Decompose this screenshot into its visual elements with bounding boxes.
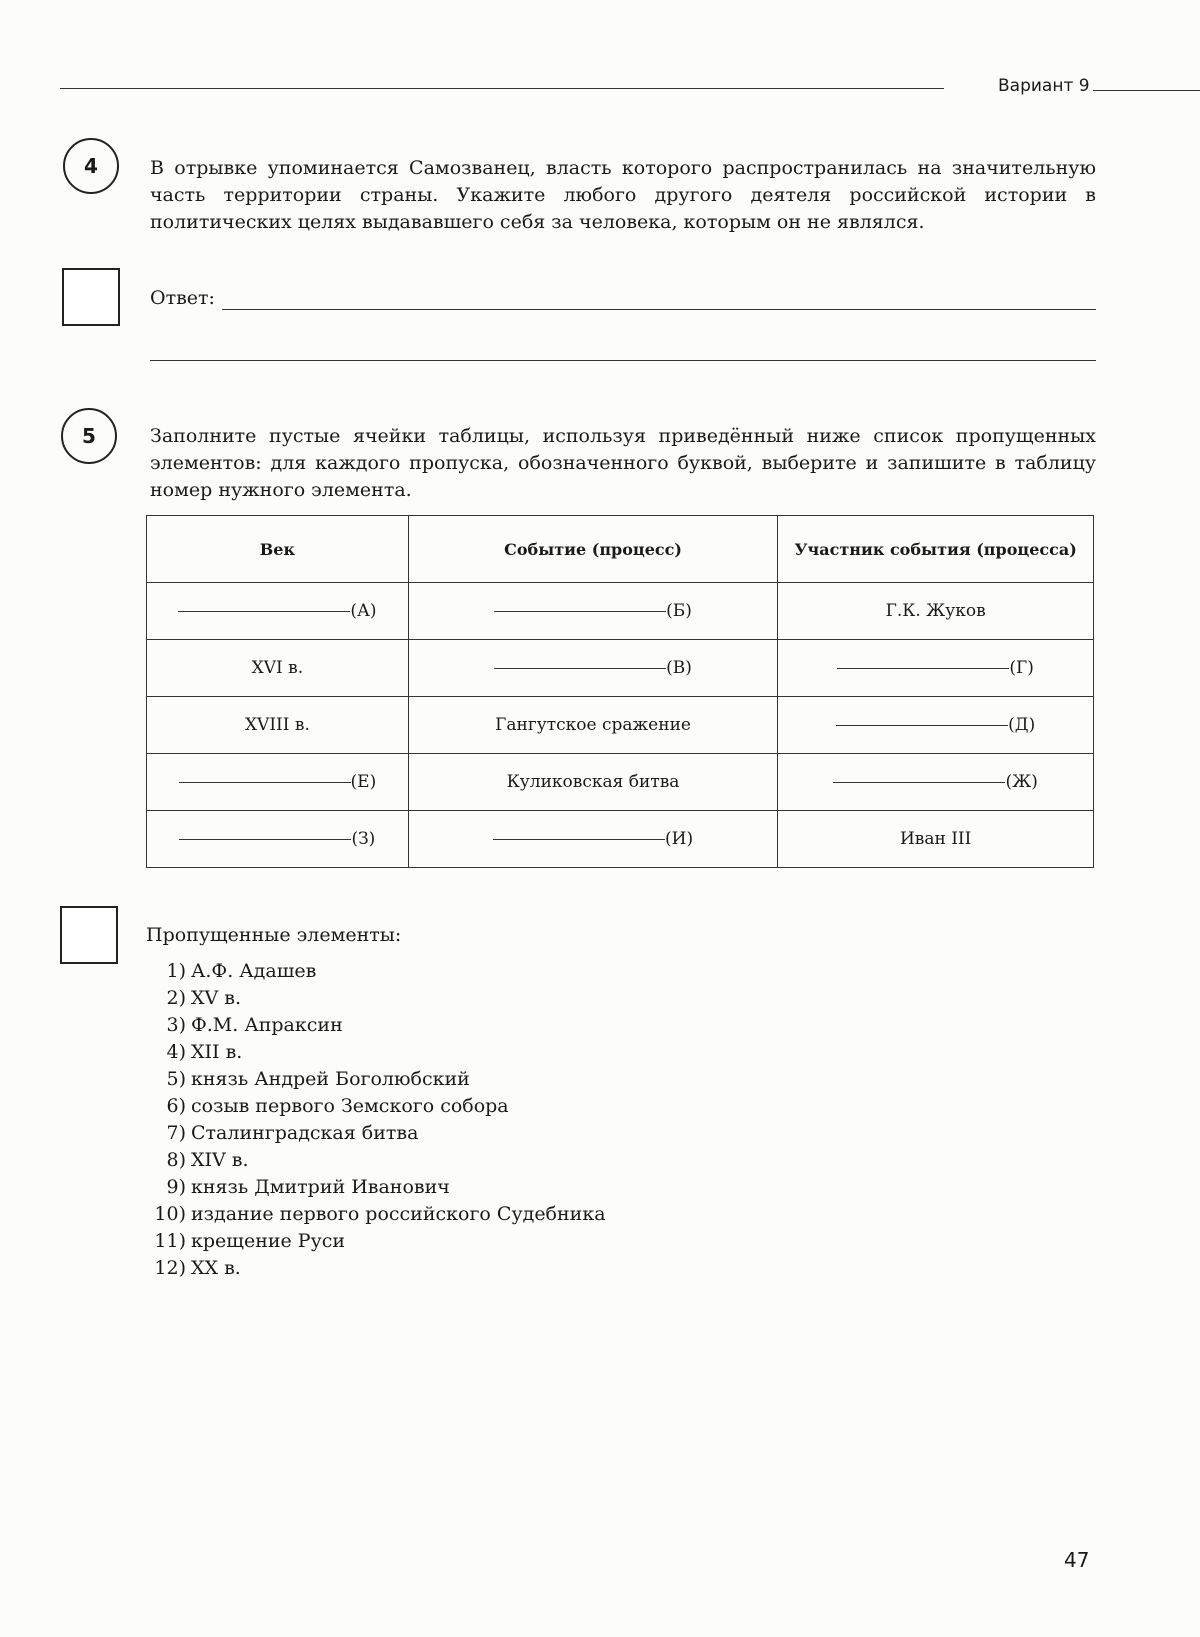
- header-rule-right: [1093, 90, 1200, 91]
- table-row: [147, 754, 1094, 811]
- table-cell: Иван III: [778, 811, 1094, 868]
- list-item-number: 5): [166, 1068, 186, 1090]
- task-4-answer-box[interactable]: [62, 268, 120, 326]
- table-row: [147, 811, 1094, 868]
- list-item-number: 12): [154, 1257, 186, 1279]
- list-item-number: 6): [166, 1095, 186, 1117]
- task-5-table: [146, 515, 1094, 868]
- table-cell: Гангутское сражение: [408, 697, 778, 754]
- list-item: [146, 1174, 606, 1201]
- header-participant: Участник события (процесса): [778, 516, 1094, 583]
- table-header-row: [147, 516, 1094, 583]
- list-item-number: 11): [154, 1230, 186, 1252]
- list-item-text: А.Ф. Адашев: [191, 960, 317, 982]
- list-item-number: 3): [166, 1014, 186, 1036]
- task-4-answer-label: Ответ:: [150, 287, 215, 309]
- table-cell: XVIII в.: [147, 697, 409, 754]
- list-item-text: князь Дмитрий Иванович: [191, 1176, 450, 1198]
- list-item-number: 1): [166, 960, 186, 982]
- list-item-number: 4): [166, 1041, 186, 1063]
- header-rule-left: [60, 88, 944, 89]
- list-item-text: издание первого российского Судебника: [191, 1203, 606, 1225]
- table-cell: Куликовская битва: [408, 754, 778, 811]
- list-item: [146, 1120, 606, 1147]
- table-cell-blank[interactable]: (З): [147, 811, 409, 868]
- table-cell-blank[interactable]: (И): [408, 811, 778, 868]
- task-4-answer-line-2[interactable]: [150, 360, 1096, 361]
- task-4-number: 4: [63, 138, 119, 194]
- missing-elements-list: [146, 958, 606, 1282]
- table-cell-blank[interactable]: (Г): [778, 640, 1094, 697]
- list-item-text: XV в.: [191, 987, 242, 1009]
- list-item-text: XII в.: [191, 1041, 243, 1063]
- list-item: [146, 1066, 606, 1093]
- list-item: [146, 1228, 606, 1255]
- list-item: [146, 1012, 606, 1039]
- list-item: [146, 1255, 606, 1282]
- list-item: [146, 1201, 606, 1228]
- table-row: [147, 583, 1094, 640]
- table-cell-blank[interactable]: (В): [408, 640, 778, 697]
- list-item-number: 2): [166, 987, 186, 1009]
- table-cell-blank[interactable]: (Ж): [778, 754, 1094, 811]
- table-row: [147, 640, 1094, 697]
- table-cell: Г.К. Жуков: [778, 583, 1094, 640]
- missing-elements-title: Пропущенные элементы:: [146, 924, 402, 946]
- list-item-text: созыв первого Земского собора: [191, 1095, 509, 1117]
- list-item: [146, 1147, 606, 1174]
- header-event: Событие (процесс): [408, 516, 778, 583]
- list-item-number: 7): [166, 1122, 186, 1144]
- list-item-number: 8): [166, 1149, 186, 1171]
- list-item: [146, 1039, 606, 1066]
- list-item-text: Сталинградская битва: [191, 1122, 419, 1144]
- task-5-answer-box[interactable]: [60, 906, 118, 964]
- task-5-text: Заполните пустые ячейки таблицы, используя приведённый ниже список пропущенных элементов: для каждого пропуска, обозначенного буквой, выберите и запишите в таблицу номер нужного элемента.: [150, 425, 1096, 501]
- header-century: Век: [147, 516, 409, 583]
- table-cell-blank[interactable]: (А): [147, 583, 409, 640]
- task-5-number: 5: [61, 408, 117, 464]
- page-number: 47: [1064, 1548, 1090, 1572]
- table-cell-blank[interactable]: (Е): [147, 754, 409, 811]
- list-item-text: XX в.: [191, 1257, 241, 1279]
- task-4-answer-line[interactable]: [222, 309, 1096, 310]
- list-item-text: князь Андрей Боголюбский: [191, 1068, 470, 1090]
- list-item-text: крещение Руси: [191, 1230, 346, 1252]
- table-cell: XVI в.: [147, 640, 409, 697]
- table-cell-blank[interactable]: (Д): [778, 697, 1094, 754]
- task-4-text: В отрывке упоминается Самозванец, власть которого распространилась на значительную часть территории страны. Укажите любого другого деятеля российской истории в политических целях выдававшего себя за человека, которым он не являлся.: [150, 157, 1096, 233]
- list-item: [146, 958, 606, 985]
- list-item-number: 10): [154, 1203, 186, 1225]
- list-item-text: XIV в.: [191, 1149, 249, 1171]
- table-row: [147, 697, 1094, 754]
- table-cell-blank[interactable]: (Б): [408, 583, 778, 640]
- list-item: [146, 985, 606, 1012]
- list-item-text: Ф.М. Апраксин: [191, 1014, 343, 1036]
- list-item-number: 9): [166, 1176, 186, 1198]
- variant-label: Вариант 9: [998, 76, 1090, 96]
- list-item: [146, 1093, 606, 1120]
